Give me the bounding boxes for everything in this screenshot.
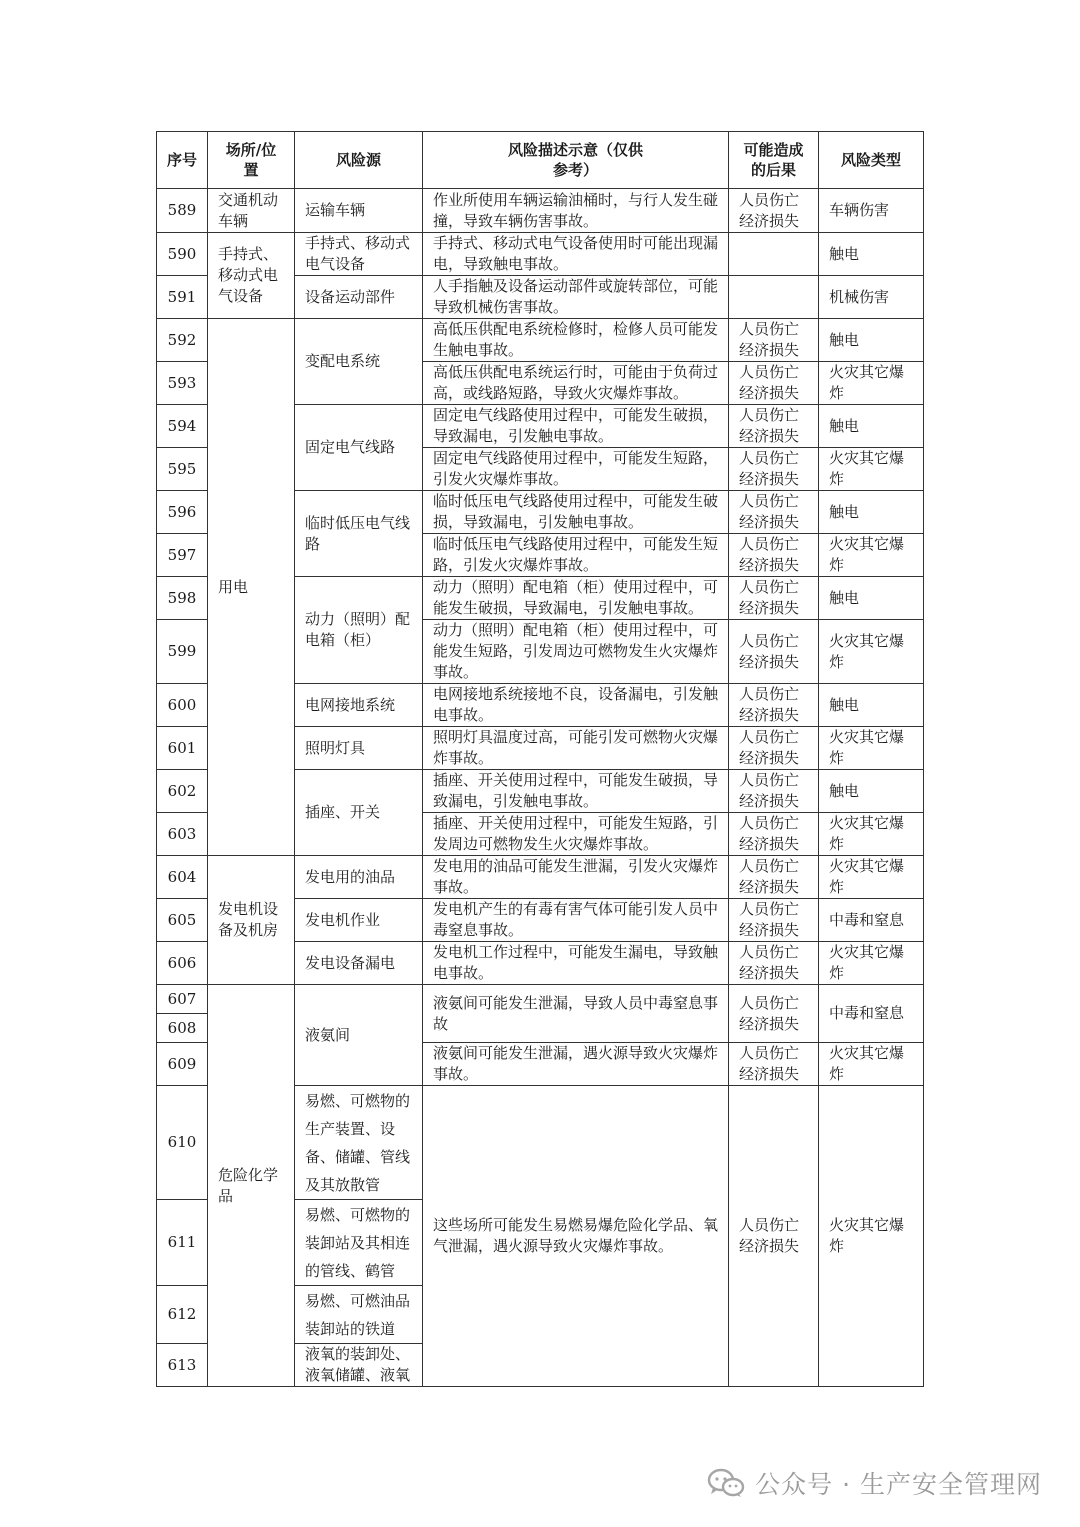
consequence-cell: 人员伤亡经济损失 <box>729 942 819 985</box>
description-cell: 临时低压电气线路使用过程中，可能发生短路，引发火灾爆炸事故。 <box>423 534 729 577</box>
description-cell: 固定电气线路使用过程中，可能发生破损，导致漏电，引发触电事故。 <box>423 405 729 448</box>
risk-type-cell: 火灾其它爆炸 <box>819 620 924 684</box>
hazard-cell: 易燃、可燃物的生产装置、设备、储罐、管线及其放散管 <box>295 1086 423 1200</box>
consequence-cell: 人员伤亡经济损失 <box>729 1086 819 1387</box>
row-number: 603 <box>157 813 208 856</box>
risk-type-cell: 触电 <box>819 491 924 534</box>
description-cell: 液氨间可能发生泄漏，导致人员中毒窒息事故 <box>423 985 729 1043</box>
consequence-cell: 人员伤亡经济损失 <box>729 491 819 534</box>
hazard-cell: 设备运动部件 <box>295 276 423 319</box>
consequence-cell: 人员伤亡经济损失 <box>729 770 819 813</box>
row-number: 602 <box>157 770 208 813</box>
risk-type-cell: 火灾其它爆炸 <box>819 942 924 985</box>
row-number: 596 <box>157 491 208 534</box>
risk-type-cell: 火灾其它爆炸 <box>819 362 924 405</box>
risk-type-cell: 触电 <box>819 319 924 362</box>
hazard-cell: 变配电系统 <box>295 319 423 405</box>
row-number: 601 <box>157 727 208 770</box>
consequence-cell: 人员伤亡经济损失 <box>729 813 819 856</box>
description-cell: 高低压供配电系统检修时，检修人员可能发生触电事故。 <box>423 319 729 362</box>
consequence-cell: 人员伤亡经济损失 <box>729 727 819 770</box>
wechat-icon <box>707 1468 745 1498</box>
row-number: 610 <box>157 1086 208 1200</box>
hazard-cell: 照明灯具 <box>295 727 423 770</box>
risk-type-cell: 机械伤害 <box>819 276 924 319</box>
row-number: 590 <box>157 233 208 276</box>
risk-type-cell: 火灾其它爆炸 <box>819 1043 924 1086</box>
description-cell: 动力（照明）配电箱（柜）使用过程中，可能发生破损，导致漏电，引发触电事故。 <box>423 577 729 620</box>
row-number: 600 <box>157 684 208 727</box>
row-number: 612 <box>157 1286 208 1344</box>
table-row <box>157 319 924 362</box>
description-cell: 固定电气线路使用过程中，可能发生短路，引发火灾爆炸事故。 <box>423 448 729 491</box>
consequence-cell: 人员伤亡经济损失 <box>729 362 819 405</box>
description-cell: 这些场所可能发生易燃易爆危险化学品、氧气泄漏，遇火源导致火灾爆炸事故。 <box>423 1086 729 1387</box>
description-cell: 人手指触及设备运动部件或旋转部位，可能导致机械伤害事故。 <box>423 276 729 319</box>
consequence-cell: 人员伤亡经济损失 <box>729 1043 819 1086</box>
risk-table <box>156 131 924 1387</box>
consequence-cell: 人员伤亡经济损失 <box>729 684 819 727</box>
description-cell: 电网接地系统接地不良，设备漏电，引发触电事故。 <box>423 684 729 727</box>
header-hazard: 风险源 <box>295 132 423 189</box>
row-number: 606 <box>157 942 208 985</box>
consequence-cell: 人员伤亡经济损失 <box>729 319 819 362</box>
table-row <box>157 189 924 233</box>
risk-type-cell: 触电 <box>819 405 924 448</box>
row-number: 605 <box>157 899 208 942</box>
hazard-cell: 运输车辆 <box>295 189 423 233</box>
consequence-cell: 人员伤亡经济损失 <box>729 189 819 233</box>
consequence-cell: 人员伤亡经济损失 <box>729 899 819 942</box>
risk-type-cell: 触电 <box>819 233 924 276</box>
table-row <box>157 233 924 276</box>
risk-type-cell: 中毒和窒息 <box>819 899 924 942</box>
watermark-text: 公众号 · 生产安全管理网 <box>755 1470 1042 1499</box>
consequence-cell: 人员伤亡经济损失 <box>729 577 819 620</box>
consequence-cell: 人员伤亡经济损失 <box>729 856 819 899</box>
header-row <box>157 132 924 189</box>
hazard-cell: 临时低压电气线路 <box>295 491 423 577</box>
row-number: 593 <box>157 362 208 405</box>
header-consequence: 可能造成的后果 <box>729 132 819 189</box>
consequence-cell <box>729 276 819 319</box>
description-cell: 发电机产生的有毒有害气体可能引发人员中毒窒息事故。 <box>423 899 729 942</box>
table-row <box>157 856 924 899</box>
hazard-cell: 固定电气线路 <box>295 405 423 491</box>
location-cell: 发电机设备及机房 <box>208 856 295 985</box>
risk-type-cell: 火灾其它爆炸 <box>819 534 924 577</box>
row-number: 595 <box>157 448 208 491</box>
description-cell: 液氨间可能发生泄漏，遇火源导致火灾爆炸事故。 <box>423 1043 729 1086</box>
location-cell: 危险化学品 <box>208 985 295 1387</box>
hazard-cell: 易燃、可燃物的装卸站及其相连的管线、鹤管 <box>295 1200 423 1286</box>
description-cell: 发电机工作过程中，可能发生漏电，导致触电事故。 <box>423 942 729 985</box>
hazard-cell: 易燃、可燃油品装卸站的铁道 <box>295 1286 423 1344</box>
hazard-cell: 插座、开关 <box>295 770 423 856</box>
hazard-cell: 发电机作业 <box>295 899 423 942</box>
location-cell: 用电 <box>208 319 295 856</box>
location-cell: 交通机动车辆 <box>208 189 295 233</box>
location-cell: 手持式、移动式电气设备 <box>208 233 295 319</box>
row-number: 594 <box>157 405 208 448</box>
consequence-cell: 人员伤亡经济损失 <box>729 620 819 684</box>
hazard-cell: 电网接地系统 <box>295 684 423 727</box>
hazard-cell: 液氧的装卸处、液氧储罐、液氧 <box>295 1344 423 1387</box>
risk-type-cell: 火灾其它爆炸 <box>819 856 924 899</box>
row-number: 591 <box>157 276 208 319</box>
description-cell: 照明灯具温度过高，可能引发可燃物火灾爆炸事故。 <box>423 727 729 770</box>
consequence-cell <box>729 233 819 276</box>
row-number: 613 <box>157 1344 208 1387</box>
row-number: 604 <box>157 856 208 899</box>
consequence-cell: 人员伤亡经济损失 <box>729 405 819 448</box>
description-cell: 临时低压电气线路使用过程中，可能发生破损，导致漏电，引发触电事故。 <box>423 491 729 534</box>
description-cell: 发电用的油品可能发生泄漏，引发火灾爆炸事故。 <box>423 856 729 899</box>
hazard-cell: 手持式、移动式电气设备 <box>295 233 423 276</box>
risk-type-cell: 触电 <box>819 684 924 727</box>
description-cell: 插座、开关使用过程中，可能发生破损，导致漏电，引发触电事故。 <box>423 770 729 813</box>
row-number: 597 <box>157 534 208 577</box>
hazard-cell: 发电设备漏电 <box>295 942 423 985</box>
row-number: 611 <box>157 1200 208 1286</box>
risk-type-cell: 火灾其它爆炸 <box>819 727 924 770</box>
hazard-cell: 液氨间 <box>295 985 423 1086</box>
header-seq: 序号 <box>157 132 208 189</box>
row-number: 598 <box>157 577 208 620</box>
row-number: 599 <box>157 620 208 684</box>
hazard-cell: 动力（照明）配电箱（柜） <box>295 577 423 684</box>
risk-type-cell: 触电 <box>819 577 924 620</box>
hazard-cell: 发电用的油品 <box>295 856 423 899</box>
description-cell: 高低压供配电系统运行时，可能由于负荷过高，或线路短路，导致火灾爆炸事故。 <box>423 362 729 405</box>
consequence-cell: 人员伤亡经济损失 <box>729 534 819 577</box>
row-number: 609 <box>157 1043 208 1086</box>
header-description: 风险描述示意（仅供参考） <box>423 132 729 189</box>
consequence-cell: 人员伤亡经济损失 <box>729 985 819 1043</box>
description-cell: 手持式、移动式电气设备使用时可能出现漏电，导致触电事故。 <box>423 233 729 276</box>
table-row <box>157 985 924 1014</box>
description-cell: 动力（照明）配电箱（柜）使用过程中，可能发生短路，引发周边可燃物发生火灾爆炸事故。 <box>423 620 729 684</box>
header-type: 风险类型 <box>819 132 924 189</box>
header-location: 场所/位置 <box>208 132 295 189</box>
row-number: 592 <box>157 319 208 362</box>
row-number: 607 <box>157 985 208 1014</box>
row-number: 589 <box>157 189 208 233</box>
row-number: 608 <box>157 1014 208 1043</box>
risk-type-cell: 火灾其它爆炸 <box>819 813 924 856</box>
description-cell: 作业所使用车辆运输油桶时，与行人发生碰撞，导致车辆伤害事故。 <box>423 189 729 233</box>
risk-type-cell: 火灾其它爆炸 <box>819 1086 924 1387</box>
consequence-cell: 人员伤亡经济损失 <box>729 448 819 491</box>
watermark <box>707 1462 1042 1504</box>
description-cell: 插座、开关使用过程中，可能发生短路，引发周边可燃物发生火灾爆炸事故。 <box>423 813 729 856</box>
risk-type-cell: 触电 <box>819 770 924 813</box>
risk-type-cell: 中毒和窒息 <box>819 985 924 1043</box>
risk-type-cell: 车辆伤害 <box>819 189 924 233</box>
risk-type-cell: 火灾其它爆炸 <box>819 448 924 491</box>
